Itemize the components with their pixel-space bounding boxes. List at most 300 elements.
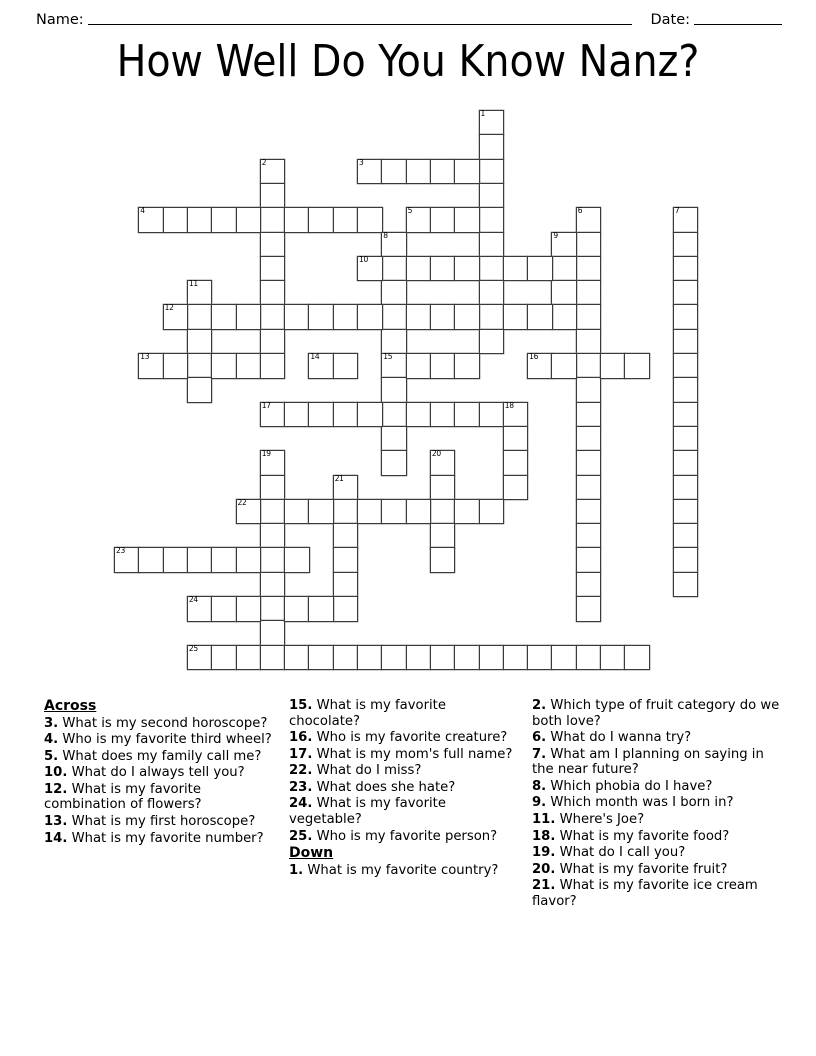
grid-cell[interactable] [673,280,699,306]
grid-cell[interactable] [430,523,456,549]
grid-cell[interactable] [454,353,480,379]
clue-text: What is my favorite ice cream flavor? [532,878,758,909]
grid-cell[interactable] [673,232,699,258]
grid-cell[interactable] [236,645,262,671]
grid-cell[interactable] [260,523,286,549]
grid-cell[interactable] [406,207,432,233]
clue-item [532,698,780,729]
grid-cell[interactable] [479,499,505,525]
clue-text: Which phobia do I have? [546,778,713,794]
grid-cell[interactable] [260,280,286,306]
grid-cell[interactable] [430,402,456,428]
grid-cell[interactable] [576,596,602,622]
grid-cell[interactable] [673,499,699,525]
grid-cell-number: 7 [674,206,680,216]
grid-cell[interactable] [527,353,553,379]
grid-cell[interactable] [430,450,456,476]
grid-cell[interactable] [357,304,383,330]
clue-text: What am I planning on saying in the near future? [532,746,764,778]
clue-item [289,796,520,827]
grid-cell[interactable] [576,402,602,428]
grid-cell[interactable] [333,499,359,525]
grid-cell[interactable] [454,159,480,185]
clue-item [532,878,780,909]
grid-cell[interactable] [576,280,602,306]
grid-cell[interactable] [236,304,262,330]
grid-cell[interactable] [381,645,407,671]
clue-number: 6. [532,730,547,746]
grid-cell[interactable] [576,547,602,573]
grid-cell[interactable] [503,304,529,330]
grid-cell[interactable] [308,207,334,233]
grid-cell[interactable] [284,499,310,525]
grid-cell[interactable] [551,232,577,258]
grid-cell[interactable] [187,329,213,355]
clue-column-2 [289,698,532,911]
grid-cell[interactable] [163,207,189,233]
grid-cell[interactable] [430,645,456,671]
clue-number: 22. [289,763,313,779]
grid-cell[interactable] [576,450,602,476]
clue-text: What does my family call me? [58,748,262,764]
clue-item [289,863,520,879]
grid-cell[interactable] [430,499,456,525]
grid-cell[interactable] [357,207,383,233]
down-heading: Down [289,845,334,862]
clue-item [44,732,277,748]
grid-cell-number: 5 [407,206,413,216]
clue-text: What is my favorite combination of flowers? [44,781,202,813]
grid-cell[interactable] [284,596,310,622]
grid-cell[interactable] [236,353,262,379]
clue-list-down-part1 [289,863,520,879]
grid-cell[interactable] [333,353,359,379]
grid-cell[interactable] [138,547,164,573]
clue-number: 7. [532,746,547,762]
grid-cell[interactable] [260,256,286,282]
grid-cell-number: 4 [140,206,145,216]
clue-number: 1. [289,862,304,878]
grid-cell[interactable] [333,207,359,233]
grid-cell[interactable] [673,304,699,330]
grid-cell-number: 10 [359,254,368,264]
grid-cell[interactable] [163,304,189,330]
grid-cell[interactable] [236,499,262,525]
grid-cell[interactable] [503,426,529,452]
clue-list-down-part2 [532,698,780,910]
grid-cell[interactable] [333,596,359,622]
grid-cell[interactable] [551,645,577,671]
grid-cell[interactable] [138,207,164,233]
grid-cell[interactable] [673,475,699,501]
clue-number: 20. [532,861,556,877]
grid-cell-number: 6 [577,206,583,216]
grid-cell[interactable] [138,353,164,379]
grid-cell[interactable] [381,402,407,428]
grid-cell[interactable] [527,256,553,282]
grid-cell[interactable] [430,475,456,501]
grid-cell[interactable] [406,353,432,379]
grid-cell-number: 14 [310,352,320,361]
clue-number: 24. [289,796,313,812]
grid-cell[interactable] [333,523,359,549]
grid-cell[interactable] [479,159,505,185]
clue-item [289,730,520,746]
clue-item [44,782,277,813]
grid-cell[interactable] [381,353,407,379]
grid-cell[interactable] [284,304,310,330]
grid-cell-number: 22 [237,497,247,507]
grid-cell[interactable] [308,353,334,379]
grid-cell[interactable] [454,304,480,330]
grid-cell[interactable] [260,475,286,501]
grid-cell[interactable] [527,304,553,330]
grid-cell[interactable] [624,353,650,379]
grid-cell[interactable] [430,353,456,379]
grid-cell[interactable] [624,645,650,671]
grid-cell[interactable] [430,256,456,282]
grid-cell-number: 12 [164,303,174,313]
across-heading: Across [44,698,97,714]
grid-cell[interactable] [479,329,505,355]
grid-cell[interactable] [600,645,626,671]
grid-cell[interactable] [211,304,237,330]
clue-text: Who is my favorite third wheel? [58,732,272,748]
clue-item [44,765,277,781]
clue-number: 4. [44,732,59,748]
grid-cell[interactable] [284,547,310,573]
grid-cell[interactable] [503,256,529,282]
clue-text: What do I always tell you? [67,765,245,781]
grid-cell[interactable] [576,232,602,258]
clue-number: 13. [44,813,68,829]
grid-cell[interactable] [284,207,310,233]
clue-text: What is my favorite vegetable? [289,796,446,828]
grid-cell[interactable] [673,547,699,573]
grid-cell[interactable] [600,353,626,379]
grid-cell[interactable] [576,523,602,549]
grid-cell[interactable] [406,402,432,428]
grid-cell-number: 1 [480,109,485,118]
grid-cell[interactable] [576,256,602,282]
clue-item [289,747,520,763]
grid-cell[interactable] [576,207,602,233]
grid-cell[interactable] [211,353,237,379]
grid-cell[interactable] [430,547,456,573]
grid-cell[interactable] [187,645,213,671]
grid-cell[interactable] [576,377,602,403]
grid-cell[interactable] [260,183,286,209]
grid-cell[interactable] [576,499,602,525]
clue-number: 5. [44,748,59,764]
clue-text: What is my favorite chocolate? [289,698,446,729]
grid-cell[interactable] [673,426,699,452]
grid-cell-number: 20 [431,449,441,459]
grid-cell[interactable] [551,304,577,330]
grid-cell[interactable] [479,183,505,209]
grid-cell[interactable] [308,499,334,525]
grid-cell-number: 25 [188,643,198,653]
grid-cell[interactable] [260,572,286,598]
clue-item [289,780,520,796]
clue-number: 3. [44,715,59,731]
grid-cell[interactable] [430,159,456,185]
grid-cell[interactable] [576,645,602,671]
grid-cell[interactable] [308,402,334,428]
grid-cell[interactable] [576,353,602,379]
grid-cell[interactable] [454,499,480,525]
grid-cell[interactable] [260,645,286,671]
grid-cell[interactable] [260,159,286,185]
grid-cell[interactable] [260,450,286,476]
clue-number: 2. [532,698,547,713]
grid-cell[interactable] [381,426,407,452]
grid-cell[interactable] [454,402,480,428]
grid-cell[interactable] [260,620,286,646]
grid-cell[interactable] [381,280,407,306]
grid-cell[interactable] [187,207,213,233]
grid-cell[interactable] [260,329,286,355]
grid-cell-number: 17 [261,400,271,410]
grid-cell[interactable] [381,329,407,355]
grid-cell[interactable] [211,547,237,573]
grid-cell[interactable] [673,353,699,379]
clue-text: What do I wanna try? [546,730,692,746]
grid-cell-number: 2 [261,157,267,167]
grid-cell[interactable] [430,304,456,330]
name-label: Name: [36,12,84,28]
clue-item [532,795,780,811]
clue-text: What is my second horoscope? [58,715,268,731]
grid-cell[interactable] [357,402,383,428]
clue-text: Who is my favorite person? [312,828,498,844]
clue-number: 21. [532,878,556,894]
grid-cell[interactable] [357,256,383,282]
grid-cell[interactable] [333,547,359,573]
clue-text: What is my first horoscope? [67,813,256,829]
grid-cell[interactable] [406,159,432,185]
grid-cell[interactable] [454,256,480,282]
grid-cell[interactable] [479,402,505,428]
clue-list-across-part2 [289,698,520,844]
grid-cell[interactable] [503,402,529,428]
grid-cell[interactable] [503,645,529,671]
clue-number: 11. [532,812,556,828]
grid-cell[interactable] [551,256,577,282]
clue-text: What do I miss? [312,763,422,779]
grid-cell[interactable] [673,450,699,476]
clue-item [289,698,520,729]
grid-cell[interactable] [576,426,602,452]
grid-cell-number: 15 [383,352,393,361]
clue-number: 10. [44,765,68,781]
grid-cell[interactable] [381,256,407,282]
grid-cell-number: 3 [359,157,364,167]
grid-cell[interactable] [211,596,237,622]
clue-text: What is my favorite number? [67,830,264,846]
clue-number: 14. [44,830,68,846]
clue-item [44,831,277,847]
grid-cell[interactable] [187,280,213,306]
grid-cell[interactable] [308,645,334,671]
grid-cell[interactable] [114,547,140,573]
grid-cell[interactable] [503,475,529,501]
clue-text: What is my favorite country? [303,862,499,878]
clue-text: What does she hate? [312,779,456,795]
clue-number: 12. [44,781,68,797]
grid-cell[interactable] [357,159,383,185]
clue-list-across-part1 [44,716,277,847]
clue-item [44,749,277,765]
grid-cell[interactable] [381,499,407,525]
grid-cell[interactable] [406,304,432,330]
grid-cell[interactable] [479,207,505,233]
clues-section [44,698,780,911]
grid-cell[interactable] [430,207,456,233]
grid-cell-number: 21 [334,473,344,483]
grid-cell[interactable] [454,207,480,233]
clue-column-3 [532,698,780,911]
grid-cell-number: 19 [261,449,271,459]
grid-cell[interactable] [576,572,602,598]
clue-item [289,763,520,779]
grid-cell[interactable] [381,159,407,185]
clue-text: What is my mom's full name? [312,746,513,762]
clue-text: Which month was I born in? [546,795,734,811]
grid-cell[interactable] [284,402,310,428]
grid-cell[interactable] [479,134,505,160]
grid-cell-number: 11 [188,279,198,289]
grid-cell[interactable] [308,304,334,330]
clue-item [532,829,780,845]
grid-cell[interactable] [381,377,407,403]
grid-cell[interactable] [406,256,432,282]
clue-item [532,812,780,828]
grid-cell[interactable] [673,377,699,403]
grid-cell[interactable] [357,645,383,671]
grid-cell-number: 18 [504,400,514,410]
grid-cell[interactable] [479,304,505,330]
grid-cell[interactable] [236,547,262,573]
grid-cell[interactable] [576,304,602,330]
grid-cell[interactable] [211,645,237,671]
grid-cell[interactable] [576,329,602,355]
grid-cell-number: 8 [383,230,388,240]
grid-cell[interactable] [260,596,286,622]
grid-cell[interactable] [333,402,359,428]
grid-cell[interactable] [260,353,286,379]
clue-number: 25. [289,828,313,844]
grid-cell[interactable] [163,353,189,379]
grid-cell[interactable] [260,499,286,525]
page-title: How Well Do You Know Nanz? [116,36,700,87]
grid-cell[interactable] [381,232,407,258]
grid-cell[interactable] [260,304,286,330]
grid-cell[interactable] [260,402,286,428]
grid-cell[interactable] [260,547,286,573]
clue-number: 17. [289,746,313,762]
clue-item [532,862,780,878]
clue-text: Who is my favorite creature? [312,730,508,746]
grid-cell[interactable] [333,475,359,501]
clue-item [289,829,520,845]
grid-cell[interactable] [454,645,480,671]
grid-cell[interactable] [260,207,286,233]
clue-text: What is my favorite fruit? [555,861,728,877]
grid-cell[interactable] [673,572,699,598]
grid-cell[interactable] [551,280,577,306]
clue-number: 18. [532,828,556,844]
grid-cell[interactable] [381,450,407,476]
grid-cell[interactable] [673,329,699,355]
clue-text: Where's Joe? [555,812,645,828]
clue-number: 23. [289,779,313,795]
clue-number: 19. [532,845,556,861]
grid-cell-number: 9 [553,230,558,240]
grid-cell[interactable] [479,232,505,258]
grid-cell[interactable] [187,353,213,379]
grid-cell[interactable] [187,304,213,330]
clue-item [44,814,277,830]
grid-cell[interactable] [479,280,505,306]
grid-cell[interactable] [308,596,334,622]
grid-cell[interactable] [236,207,262,233]
clue-number: 9. [532,795,547,811]
grid-cell[interactable] [576,475,602,501]
grid-cell[interactable] [406,645,432,671]
grid-cell[interactable] [479,110,505,136]
grid-cell[interactable] [163,547,189,573]
grid-cell[interactable] [187,377,213,403]
grid-cell[interactable] [333,304,359,330]
grid-cell[interactable] [260,232,286,258]
clue-number: 8. [532,778,547,794]
grid-cell[interactable] [527,645,553,671]
grid-cell[interactable] [551,353,577,379]
grid-cell[interactable] [673,207,699,233]
grid-cell[interactable] [503,450,529,476]
grid-cell[interactable] [673,523,699,549]
grid-cell[interactable] [187,596,213,622]
grid-cell[interactable] [211,207,237,233]
grid-cell[interactable] [479,256,505,282]
clue-item [532,747,780,778]
clue-item [532,845,780,861]
grid-cell[interactable] [236,596,262,622]
clue-number: 16. [289,730,313,746]
clue-number: 15. [289,698,313,713]
clue-text: What do I call you? [555,845,686,861]
clue-item [44,716,277,732]
grid-cell-number: 24 [188,595,198,604]
clue-item [532,779,780,795]
grid-cell[interactable] [381,304,407,330]
clue-text: Which type of fruit category do we both love? [532,698,780,729]
grid-cell[interactable] [479,645,505,671]
clue-text: What is my favorite food? [555,828,730,844]
grid-cell[interactable] [673,402,699,428]
date-label: Date: [650,12,690,28]
grid-cell[interactable] [333,572,359,598]
grid-cell-number: 23 [116,546,125,556]
grid-cell-number: 13 [140,352,150,361]
grid-cell[interactable] [333,645,359,671]
grid-cell[interactable] [284,645,310,671]
grid-cell[interactable] [187,547,213,573]
grid-cell[interactable] [357,499,383,525]
grid-cell[interactable] [406,499,432,525]
grid-cell[interactable] [673,256,699,282]
